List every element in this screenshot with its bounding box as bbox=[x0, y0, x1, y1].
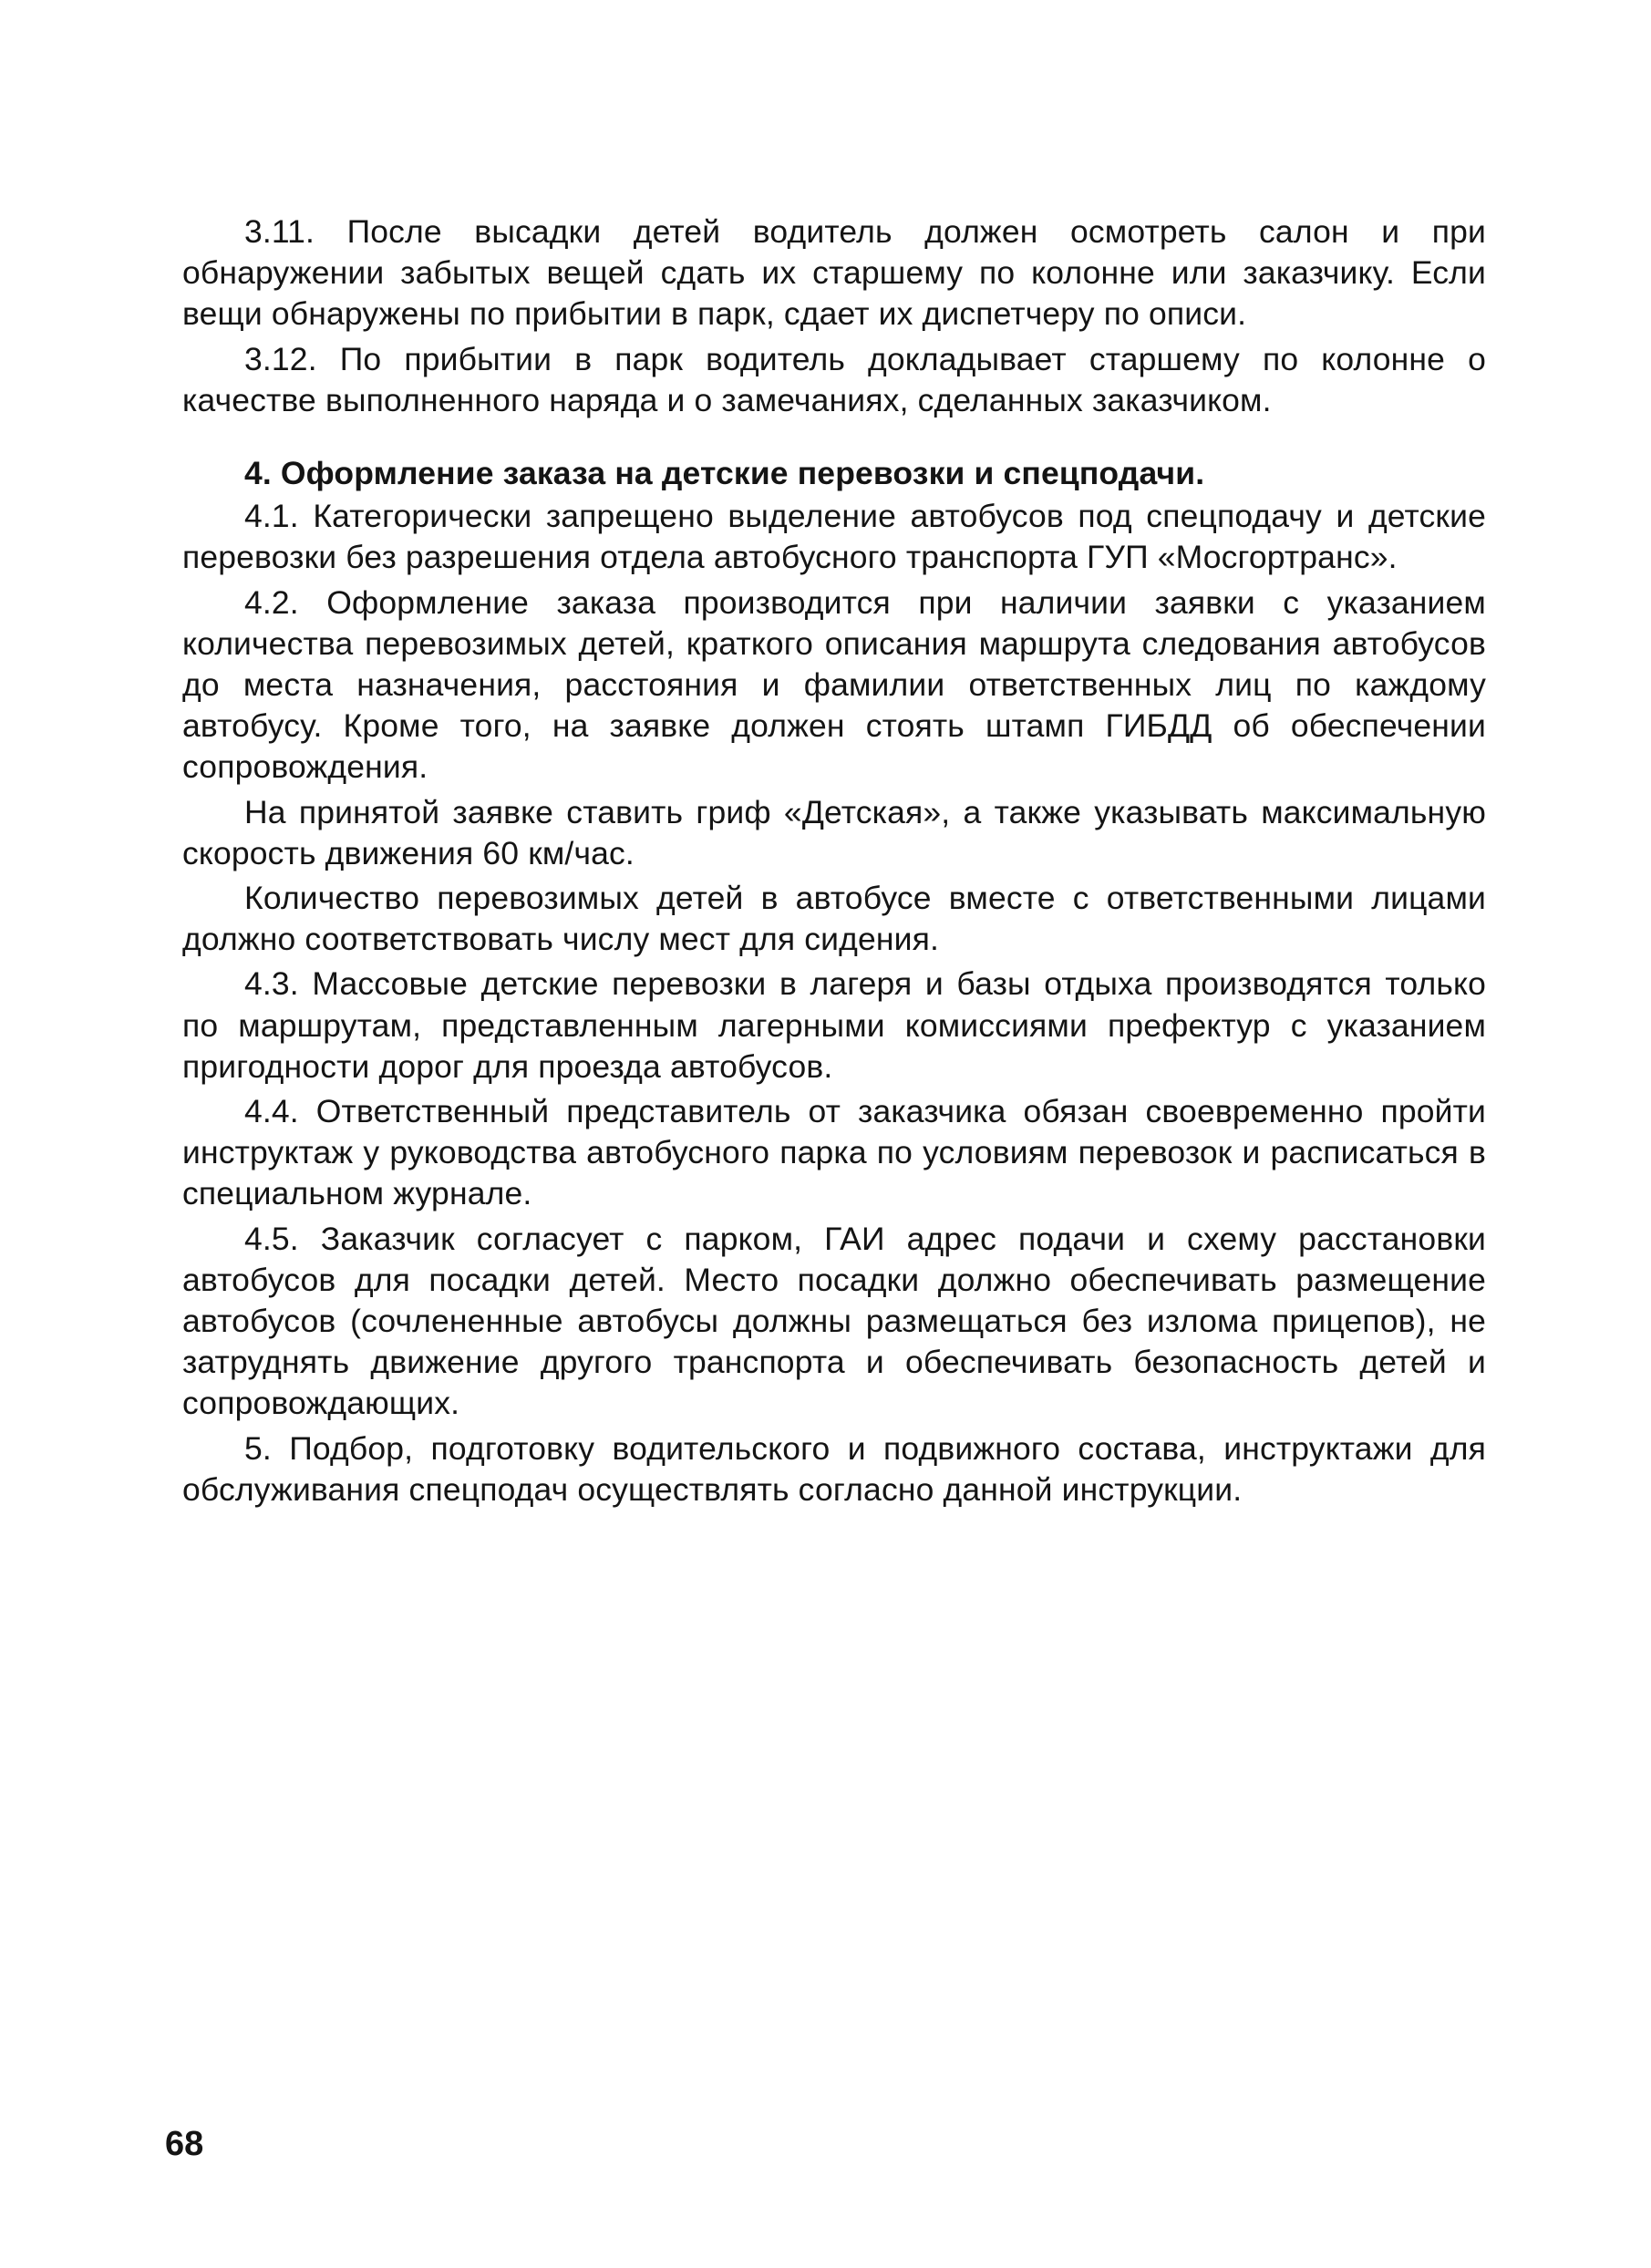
section-heading: 4. Оформление заказа на детские перевозки и спецподачи. bbox=[244, 455, 1205, 491]
section-3-continuation bbox=[182, 211, 1486, 425]
paragraph-grif: На принятой заявке ставить гриф «Детская», а также указывать максимальную скорость движения 60 км/час. bbox=[182, 793, 1486, 871]
page-number: 68 bbox=[165, 2125, 204, 2163]
section-4 bbox=[182, 453, 1486, 1514]
paragraph-4-4: 4.4. Ответственный представитель от заказчика обязан своевременно пройти инструктаж у руководства автобусного парка по условиям перевозок и расписаться в специальном журнале. bbox=[182, 1093, 1486, 1212]
paragraph-4-3: 4.3. Массовые детские перевозки в лагеря и базы отдыха производятся только по маршрутам, представленным лагерными комиссиями префектур с указанием пригодности дорог для проезда автобусов. bbox=[182, 965, 1486, 1085]
paragraph-4-2: 4.2. Оформление заказа производится при наличии заявки с указанием количества перевозимых детей, краткого описания маршрута следования автобусов до места назначения, расстояния и фамилии ответственных лиц по каждому автобусу. Кроме того, на заявке должен стоять штамп ГИБДД об обеспечении сопровождения. bbox=[182, 583, 1486, 786]
paragraph-4-1: 4.1. Категорически запрещено выделение автобусов под спецподачу и детские перевозки без разрешения отдела автобусного транспорта ГУП «Мосгортранс». bbox=[182, 498, 1486, 576]
paragraph-4-5: 4.5. Заказчик согласует с парком, ГАИ адрес подачи и схему расстановки автобусов для посадки детей. Место посадки должно обеспечивать размещение автобусов (сочлененные автобусы должны размещаться без излома прицепов), не затруднять движение другого транспорта и обеспечивать безопасность детей и сопровождающих. bbox=[182, 1220, 1486, 1422]
paragraph-5: 5. Подбор, подготовку водительского и подвижного состава, инструктажи для обслуживания спецподач осуществлять согласно данной инструкции. bbox=[182, 1429, 1486, 1508]
paragraph-3-11: 3.11. После высадки детей водитель должен осмотреть салон и при обнаружении забытых вещей сдать их старшему по колонне или заказчику. Если вещи обнаружены по прибытии в парк, сдает их диспетчеру по описи. bbox=[182, 213, 1486, 333]
paragraph-3-12: 3.12. По прибытии в парк водитель докладывает старшему по колонне о качестве выполненного наряда и о замечаниях, сделанных заказчиком. bbox=[182, 340, 1486, 418]
paragraph-seats: Количество перевозимых детей в автобусе вместе с ответственными лицами должно соответствовать числу мест для сидения. bbox=[182, 880, 1486, 958]
